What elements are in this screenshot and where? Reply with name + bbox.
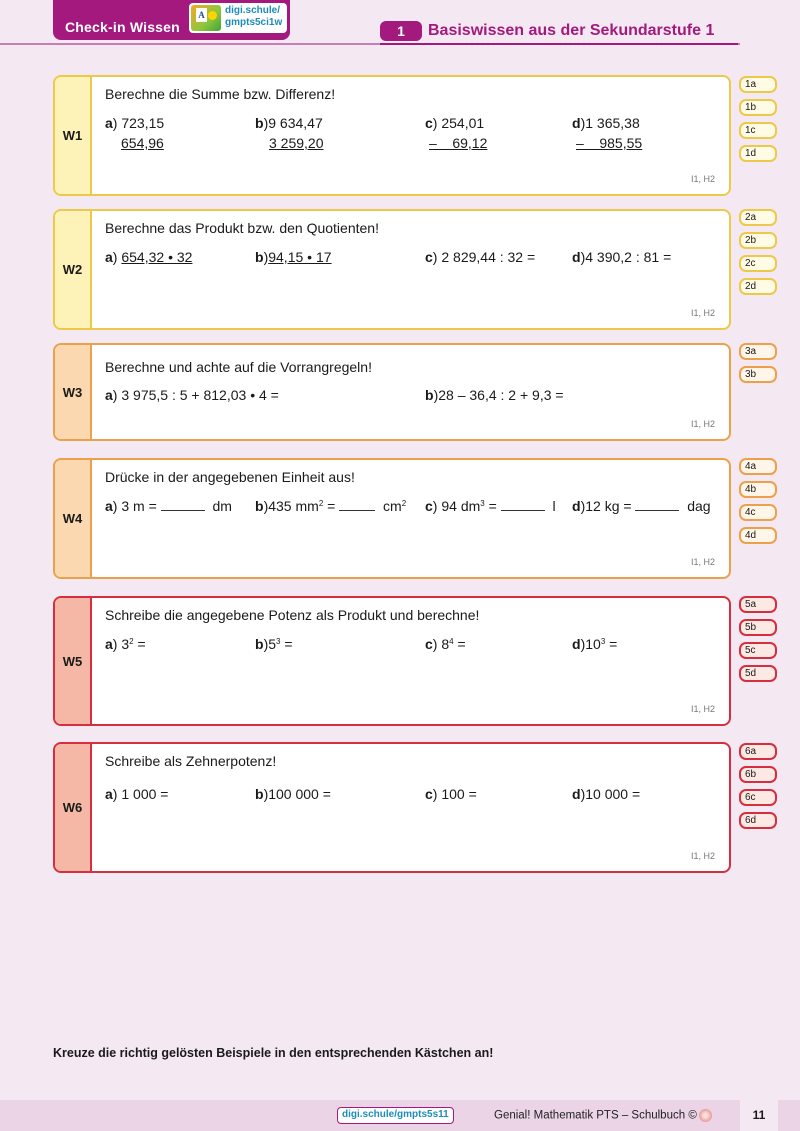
answer-blank[interactable] <box>339 497 375 511</box>
item-text: 100 000 = <box>268 786 331 802</box>
task-w2 <box>53 209 731 330</box>
item-text: 28 – 36,4 : 2 + 9,3 = <box>438 387 564 403</box>
chapter-heading <box>380 20 714 42</box>
task-instruction: Berechne das Produkt bzw. den Quotienten! <box>105 220 379 236</box>
checkbox-4c[interactable]: 4c <box>739 504 777 521</box>
checkbox-2b[interactable]: 2b <box>739 232 777 249</box>
digi-link-box[interactable] <box>189 3 287 33</box>
book-title-text: Genial! Mathematik PTS – Schulbuch © <box>494 1109 697 1122</box>
exponent: 4 <box>449 637 454 646</box>
checkbox-1a[interactable]: 1a <box>739 76 777 93</box>
item-a: a) 3 975,5 : 5 + 812,03 • 4 = <box>105 387 279 403</box>
item-label: d <box>572 498 581 514</box>
exponent: 3 <box>600 637 606 646</box>
item-unit: dag <box>687 498 711 514</box>
item-label: a <box>105 249 113 265</box>
checkbox-3a[interactable]: 3a <box>739 343 777 360</box>
item-label: d <box>572 786 581 802</box>
item-text: = <box>605 636 618 652</box>
item-label: c <box>425 249 433 265</box>
item-b: b)28 – 36,4 : 2 + 9,3 = <box>425 387 564 403</box>
competence-code: I1, H2 <box>690 851 715 861</box>
checkbox-6a[interactable]: 6a <box>739 743 777 760</box>
item-text: 4 390,2 : 81 = <box>585 249 672 265</box>
item-text: 654,32 • 32 <box>121 249 193 265</box>
item-a: a) $3^2$ = <box>105 636 146 652</box>
section-label: Check-in Wissen <box>65 19 180 35</box>
checkbox-4b[interactable]: 4b <box>739 481 777 498</box>
item-line2: – 985,55 <box>576 135 643 151</box>
item-d: d)12 kg = dag <box>572 498 711 514</box>
item-text: 12 kg = <box>585 498 632 514</box>
exponent: 2 <box>129 637 134 646</box>
item-label: b <box>255 498 264 514</box>
checkboxes-w4 <box>739 458 777 550</box>
item-text: = <box>453 636 466 652</box>
task-id: W2 <box>55 211 92 328</box>
item-a: a) 3 m = dm <box>105 498 232 514</box>
task-instruction: Schreibe als Zehnerpotenz! <box>105 753 277 769</box>
checkboxes-w1 <box>739 76 777 168</box>
item-label: b <box>255 636 264 652</box>
checkbox-2c[interactable]: 2c <box>739 255 777 272</box>
digi-link-line1[interactable]: digi.schule/ <box>225 5 281 16</box>
checkbox-5d[interactable]: 5d <box>739 665 777 682</box>
letter-card-icon: A <box>196 8 207 22</box>
item-text: 3 m = <box>121 498 157 514</box>
item-label: d <box>572 636 581 652</box>
answer-blank[interactable] <box>635 497 679 511</box>
checkbox-4a[interactable]: 4a <box>739 458 777 475</box>
item-text: 94 dm <box>441 498 481 514</box>
footnote-instruction: Kreuze die richtig gelösten Beispiele in den entsprechenden Kästchen an! <box>53 1046 494 1060</box>
task-w5 <box>53 596 731 726</box>
item-text: 100 = <box>441 786 477 802</box>
power-base: 8 <box>441 636 450 652</box>
item-text: 3 975,5 : 5 + 812,03 • 4 = <box>121 387 279 403</box>
item-text: = <box>133 636 146 652</box>
checkboxes-w5 <box>739 596 777 688</box>
item-line2: 3 259,20 <box>269 135 324 151</box>
checkbox-5c[interactable]: 5c <box>739 642 777 659</box>
exponent: 2 <box>401 499 407 508</box>
checkbox-5b[interactable]: 5b <box>739 619 777 636</box>
item-label: a <box>105 115 113 131</box>
item-text: 435 mm <box>268 498 319 514</box>
item-text: 2 829,44 : 32 = <box>441 249 536 265</box>
item-line1: 9 634,47 <box>268 115 323 131</box>
task-instruction: Berechne die Summe bzw. Differenz! <box>105 86 336 102</box>
item-unit: l <box>552 498 556 514</box>
item-c: c) $8^4$ = <box>425 636 466 652</box>
item-c: c) 94 $dm^3$ = l <box>425 498 556 514</box>
item-c: c) 2 829,44 : 32 = <box>425 249 536 265</box>
task-instruction: Drücke in der angegebenen Einheit aus! <box>105 469 355 485</box>
page-number: 11 <box>740 1100 778 1131</box>
competence-code: I1, H2 <box>690 174 715 184</box>
item-d: $d)10^3$ = <box>572 636 618 652</box>
item-c: c) 100 = <box>425 786 477 802</box>
task-id: W4 <box>55 460 92 577</box>
answer-blank[interactable] <box>161 497 205 511</box>
task-w6 <box>53 742 731 873</box>
book-title <box>494 1109 712 1122</box>
task-instruction: Schreibe die angegebene Potenz als Produkt und berechne! <box>105 607 480 623</box>
item-text: 94,15 • 17 <box>268 249 332 265</box>
task-w4 <box>53 458 731 579</box>
answer-blank[interactable] <box>501 497 545 511</box>
task-w1 <box>53 75 731 196</box>
checkboxes-w2 <box>739 209 777 301</box>
item-label: b <box>425 387 434 403</box>
item-d: d)4 390,2 : 81 = <box>572 249 672 265</box>
item-text: 1 000 = <box>121 786 169 802</box>
digi-link-text[interactable] <box>225 5 282 29</box>
page-footer <box>0 1100 800 1131</box>
item-label: d <box>572 115 581 131</box>
checkbox-6b[interactable]: 6b <box>739 766 777 783</box>
item-text: = <box>484 498 497 514</box>
task-id: W6 <box>55 744 92 871</box>
task-id: W1 <box>55 77 92 194</box>
footer-digi-link[interactable]: digi.schule/gmpts5s11 <box>337 1107 454 1124</box>
item-text: = <box>323 498 336 514</box>
checkboxes-w6 <box>739 743 777 835</box>
item-line1: 723,15 <box>121 115 165 131</box>
item-line2: – 69,12 <box>429 135 488 151</box>
checkbox-1d[interactable]: 1d <box>739 145 777 162</box>
checkbox-2d[interactable]: 2d <box>739 278 777 295</box>
item-label: a <box>105 636 113 652</box>
item-line1: 254,01 <box>441 115 485 131</box>
checkbox-3b[interactable]: 3b <box>739 366 777 383</box>
item-label: a <box>105 498 113 514</box>
item-label: c <box>425 636 433 652</box>
chapter-underline <box>380 43 738 45</box>
checkbox-6c[interactable]: 6c <box>739 789 777 806</box>
item-a: a) 1 000 = <box>105 786 169 802</box>
item-text: 10 000 = <box>585 786 641 802</box>
exponent: 3 <box>276 637 281 646</box>
item-d: d)10 000 = <box>572 786 641 802</box>
checkbox-5a[interactable]: 5a <box>739 596 777 613</box>
item-label: a <box>105 387 113 403</box>
competence-code: I1, H2 <box>690 419 715 429</box>
digi-link-line2[interactable]: gmpts5ci1w <box>225 17 283 28</box>
chapter-number: 1 <box>380 21 422 41</box>
item-label: c <box>425 498 433 514</box>
item-a: a) 723,15 654,96 <box>105 115 165 151</box>
item-b: b)100 000 = <box>255 786 331 802</box>
power-base: 5 <box>268 636 277 652</box>
item-b: $b)5^3$ = <box>255 636 293 652</box>
item-line1: 1 365,38 <box>585 115 640 131</box>
item-d: d)1 365,38 – 985,55 <box>572 115 643 151</box>
task-id: W5 <box>55 598 92 724</box>
item-label: b <box>255 786 264 802</box>
competence-code: I1, H2 <box>690 308 715 318</box>
power-base: 3 <box>121 636 130 652</box>
power-base: 10 <box>585 636 601 652</box>
task-id: W3 <box>55 345 92 439</box>
task-w3 <box>53 343 731 441</box>
item-label: b <box>255 115 264 131</box>
checkbox-4d[interactable]: 4d <box>739 527 777 544</box>
item-c: c) 254,01 – 69,12 <box>425 115 488 151</box>
item-b: b)435 $mm^2$ = $cm^2$ <box>255 498 407 514</box>
item-b: b)9 634,47 3 259,20 <box>255 115 324 151</box>
checkbox-6d[interactable]: 6d <box>739 812 777 829</box>
yellow-blob-icon <box>208 11 217 20</box>
item-a: a) 654,32 • 32 <box>105 249 193 265</box>
item-unit: cm <box>383 498 402 514</box>
exponent: 3 <box>480 499 485 508</box>
item-label: c <box>425 115 433 131</box>
publisher-logo-icon <box>699 1109 712 1122</box>
app-icon <box>191 5 221 31</box>
checkboxes-w3 <box>739 343 777 389</box>
task-instruction: Berechne und achte auf die Vorrangregeln! <box>105 359 372 375</box>
item-label: b <box>255 249 264 265</box>
item-line2: 654,96 <box>121 135 164 151</box>
competence-code: I1, H2 <box>690 557 715 567</box>
exponent: 2 <box>318 499 324 508</box>
checkbox-1c[interactable]: 1c <box>739 122 777 139</box>
competence-code: I1, H2 <box>690 704 715 714</box>
item-text: = <box>280 636 293 652</box>
chapter-title: Basiswissen aus der Sekundarstufe 1 <box>428 22 715 39</box>
item-b: b)94,15 • 17 <box>255 249 332 265</box>
item-label: a <box>105 786 113 802</box>
item-unit: dm <box>212 498 232 514</box>
checkbox-2a[interactable]: 2a <box>739 209 777 226</box>
section-tab <box>53 0 290 40</box>
checkbox-1b[interactable]: 1b <box>739 99 777 116</box>
item-label: c <box>425 786 433 802</box>
item-label: d <box>572 249 581 265</box>
